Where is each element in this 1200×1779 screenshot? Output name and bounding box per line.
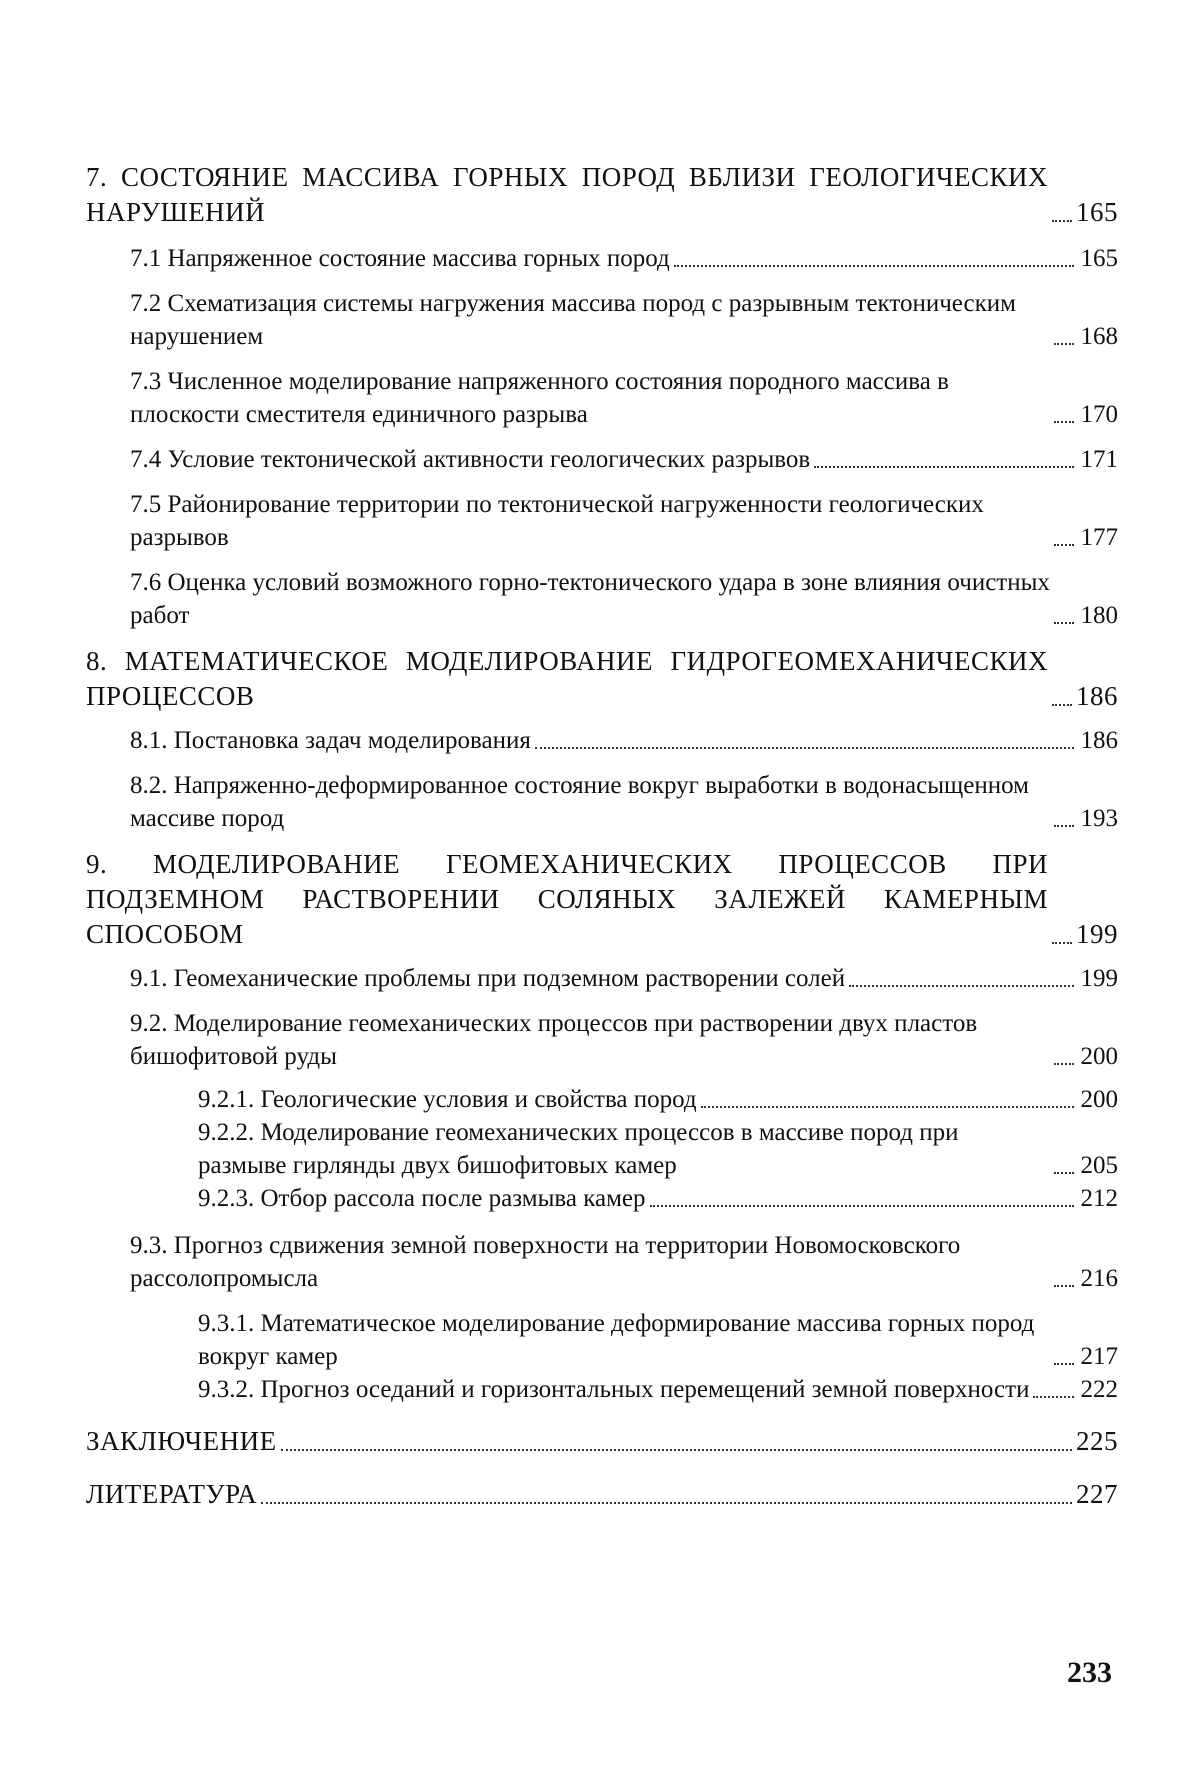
toc-entry-chapter-9 bbox=[86, 847, 1118, 952]
toc-entry-7-2 bbox=[130, 287, 1118, 353]
toc-entry-8-2 bbox=[130, 769, 1118, 835]
dot-leader bbox=[261, 1502, 1072, 1504]
toc-entry-page: 168 bbox=[1080, 323, 1118, 350]
toc-entry-title: ЗАКЛЮЧЕНИЕ bbox=[86, 1426, 277, 1456]
dot-leader bbox=[1054, 343, 1074, 345]
toc-entry-page: 165 bbox=[1080, 245, 1118, 272]
toc-entry-title: 9.2.3. Отбор рассола после размыва камер bbox=[198, 1185, 646, 1212]
toc-entry-page: 205 bbox=[1080, 1152, 1118, 1179]
dot-leader bbox=[650, 1205, 1075, 1207]
toc-entry-title: 9.3.2. Прогноз оседаний и горизонтальных перемещений земной поверхности bbox=[198, 1376, 1030, 1403]
toc-entry-conclusion bbox=[86, 1424, 1118, 1459]
dot-leader bbox=[281, 1449, 1072, 1451]
toc-entry-page: 193 bbox=[1080, 805, 1118, 832]
toc-entry-page: 170 bbox=[1080, 401, 1118, 428]
toc-entry-title: ЛИТЕРАТУРА bbox=[86, 1479, 258, 1509]
toc-entry-title: 8. МАТЕМАТИЧЕСКОЕ МОДЕЛИРОВАНИЕ ГИДРОГЕОМЕХАНИЧЕСКИХ ПРОЦЕССОВ bbox=[86, 646, 1048, 711]
dot-leader bbox=[1054, 1285, 1074, 1287]
toc-entry-title: 7. СОСТОЯНИЕ МАССИВА ГОРНЫХ ПОРОД ВБЛИЗИ ГЕОЛОГИЧЕСКИХ НАРУШЕНИЙ bbox=[86, 162, 1048, 227]
toc-entry-title: 7.2 Схематизация системы нагружения массива пород с разрывным тектоническим нарушением bbox=[130, 290, 1016, 350]
toc-entry-title: 9.1. Геомеханические проблемы при подземном растворении солей bbox=[130, 965, 846, 992]
dot-leader bbox=[849, 985, 1074, 987]
toc-entry-title: 9. МОДЕЛИРОВАНИЕ ГЕОМЕХАНИЧЕСКИХ ПРОЦЕССОВ ПРИ ПОДЗЕМНОМ РАСТВОРЕНИИ СОЛЯНЫХ ЗАЛЕЖЕЙ КАМЕРНЫМ СПОСОБОМ bbox=[86, 849, 1048, 949]
dot-leader bbox=[1052, 220, 1072, 222]
toc-entry-page: 200 bbox=[1080, 1086, 1118, 1113]
dot-leader bbox=[1054, 1363, 1074, 1365]
toc-entry-7-4 bbox=[130, 443, 1118, 476]
toc-entry-page: 217 bbox=[1080, 1343, 1118, 1370]
toc-entry-page: 216 bbox=[1080, 1265, 1118, 1292]
toc-entry-title: 7.6 Оценка условий возможного горно-тектонического удара в зоне влияния очистных работ bbox=[130, 569, 1050, 629]
toc-entry-title: 7.4 Условие тектонической активности геологических разрывов bbox=[130, 446, 811, 473]
dot-leader bbox=[674, 265, 1074, 267]
toc-entry-7-5 bbox=[130, 488, 1118, 554]
toc-entry-page: 212 bbox=[1080, 1185, 1118, 1212]
dot-leader bbox=[1052, 942, 1072, 944]
toc-entry-title: 9.2. Моделирование геомеханических процессов при растворении двух пластов бишофитовой руды bbox=[130, 1010, 978, 1070]
toc-entry-page: 165 bbox=[1076, 197, 1118, 227]
toc-entry-page: 225 bbox=[1076, 1426, 1118, 1456]
toc-entry-9-3-1 bbox=[198, 1307, 1118, 1373]
toc-entry-page: 199 bbox=[1080, 965, 1118, 992]
toc-entry-page: 227 bbox=[1076, 1479, 1118, 1509]
toc-entry-title: 9.3.1. Математическое моделирование деформирование массива горных пород вокруг камер bbox=[198, 1310, 1035, 1370]
toc-entry-8-1 bbox=[130, 724, 1118, 757]
dot-leader bbox=[814, 466, 1074, 468]
toc-entry-page: 200 bbox=[1080, 1043, 1118, 1070]
toc-entry-9-2 bbox=[130, 1007, 1118, 1073]
toc-entry-9-2-1 bbox=[198, 1083, 1118, 1116]
toc-entry-9-1 bbox=[130, 962, 1118, 995]
toc-entry-7-3 bbox=[130, 365, 1118, 431]
dot-leader bbox=[1054, 825, 1074, 827]
toc-entry-title: 9.2.1. Геологические условия и свойства пород bbox=[198, 1086, 697, 1113]
dot-leader bbox=[1052, 704, 1072, 706]
dot-leader bbox=[1054, 622, 1074, 624]
toc-entry-title: 7.1 Напряженное состояние массива горных пород bbox=[130, 245, 670, 272]
toc-entry-7-6 bbox=[130, 566, 1118, 632]
dot-leader bbox=[1033, 1396, 1074, 1398]
toc-entry-title: 9.3. Прогноз сдвижения земной поверхности на территории Новомосковского рассолопромысла bbox=[130, 1232, 961, 1292]
table-of-contents bbox=[86, 160, 1118, 1512]
toc-entry-title: 7.3 Численное моделирование напряженного состояния породного массива в плоскости сместителя единичного разрыва bbox=[130, 368, 949, 428]
toc-entry-title: 9.2.2. Моделирование геомеханических процессов в массиве пород при размыве гирлянды двух бишофитовых камер bbox=[198, 1119, 959, 1179]
toc-entry-page: 186 bbox=[1080, 727, 1118, 754]
dot-leader bbox=[1054, 1172, 1074, 1174]
page-number: 233 bbox=[1067, 1656, 1112, 1689]
dot-leader bbox=[1054, 544, 1074, 546]
toc-entry-page: 177 bbox=[1080, 524, 1118, 551]
toc-entry-chapter-7 bbox=[86, 160, 1118, 230]
toc-entry-7-1 bbox=[130, 242, 1118, 275]
toc-entry-title: 8.2. Напряженно-деформированное состояние вокруг выработки в водонасыщенном массиве пород bbox=[130, 772, 1029, 832]
toc-entry-title: 7.5 Районирование территории по тектонической нагруженности геологических разрывов bbox=[130, 491, 984, 551]
dot-leader bbox=[1054, 421, 1074, 423]
toc-entry-9-2-3 bbox=[198, 1182, 1118, 1215]
toc-entry-9-3 bbox=[130, 1229, 1118, 1295]
toc-entry-page: 180 bbox=[1080, 602, 1118, 629]
dot-leader bbox=[1054, 1063, 1074, 1065]
dot-leader bbox=[535, 747, 1074, 749]
toc-entry-page: 186 bbox=[1076, 681, 1118, 711]
toc-entry-page: 222 bbox=[1080, 1376, 1118, 1403]
toc-entry-title: 8.1. Постановка задач моделирования bbox=[130, 727, 531, 754]
toc-entry-page: 171 bbox=[1080, 446, 1118, 473]
toc-entry-9-3-2 bbox=[198, 1373, 1118, 1406]
dot-leader bbox=[701, 1106, 1074, 1108]
toc-entry-chapter-8 bbox=[86, 644, 1118, 714]
toc-entry-9-2-2 bbox=[198, 1116, 1118, 1182]
toc-entry-literature bbox=[86, 1477, 1118, 1512]
toc-entry-page: 199 bbox=[1076, 919, 1118, 949]
